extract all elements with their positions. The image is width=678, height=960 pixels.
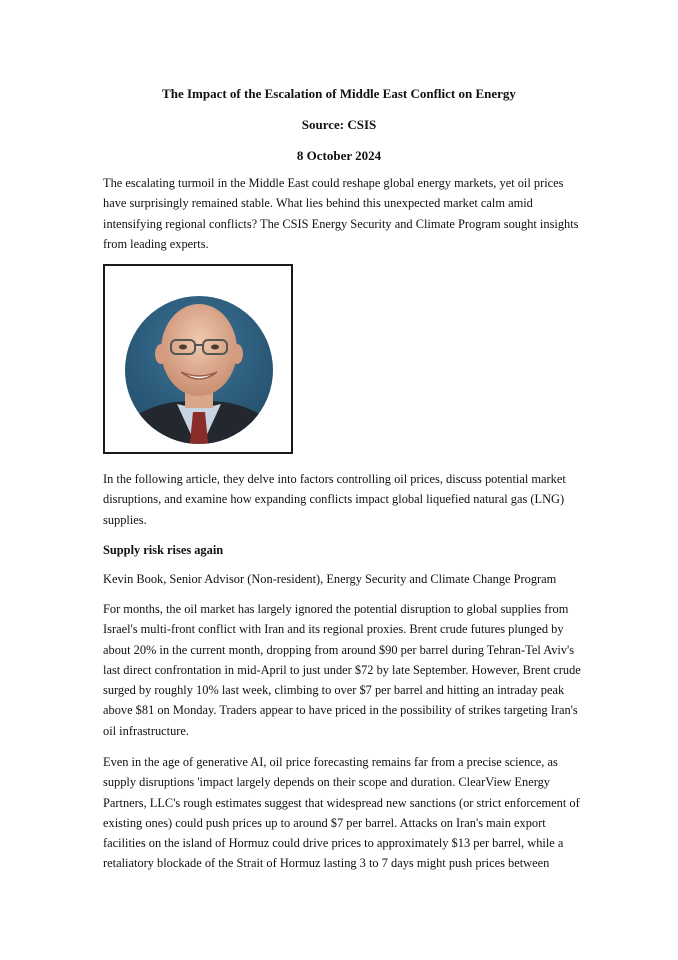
section-heading: Supply risk rises again <box>103 543 224 557</box>
intro-paragraph: The escalating turmoil in the Middle East could reshape global energy markets, yet oil prices have surprisingly remained stable. What lies behind this unexpected market calm amid intensifying regional conflicts? The CSIS Energy Security and Climate Program sought insights from leading experts. <box>103 176 579 251</box>
document-date: 8 October 2024 <box>296 148 382 163</box>
followup-paragraph: In the following article, they delve into factors controlling oil prices, discuss potential market disruptions, and examine how expanding conflicts impact global liquefied natural gas (LNG) supplies. <box>103 472 566 527</box>
author-photo <box>103 264 293 454</box>
body-paragraph-1: For months, the oil market has largely ignored the potential disruption to global supplies from Israel's multi-front conflict with Iran and its regional proxies. Brent crude futures plunged by about 20% in the current month, dropping from around $90 per barrel during Tehran-Tel Aviv's last direct confrontation in mid-April to just under $72 by late September. However, Brent crude surged by roughly 10% last week, climbing to over $7 per barrel and hitting an intraday peak above $81 on Monday. Traders appear to have priced in the possibility of strikes targeting Iran's oil infrastructure. <box>103 602 581 738</box>
document-title: The Impact of the Escalation of Middle East Conflict on Energy <box>162 86 516 101</box>
body-paragraph-2: Even in the age of generative AI, oil price forecasting remains far from a precise science, as supply disruptions 'impact largely depends on their scope and duration. ClearView Energy Partners, LLC's rough estimates suggest that widespread new sanctions (or strict enforcement of existing ones) could push prices up to around $7 per barrel. Attacks on Iran's main export facilities on the island of Hormuz could drive prices to approximately $13 per barrel, while a retaliatory blockade of the Strait of Hormuz lasting 3 to 7 days might push prices between <box>103 755 580 871</box>
portrait-image <box>105 266 291 452</box>
author-line: Kevin Book, Senior Advisor (Non-resident), Energy Security and Climate Change Program <box>103 572 557 586</box>
document-source: Source: CSIS <box>301 117 377 132</box>
